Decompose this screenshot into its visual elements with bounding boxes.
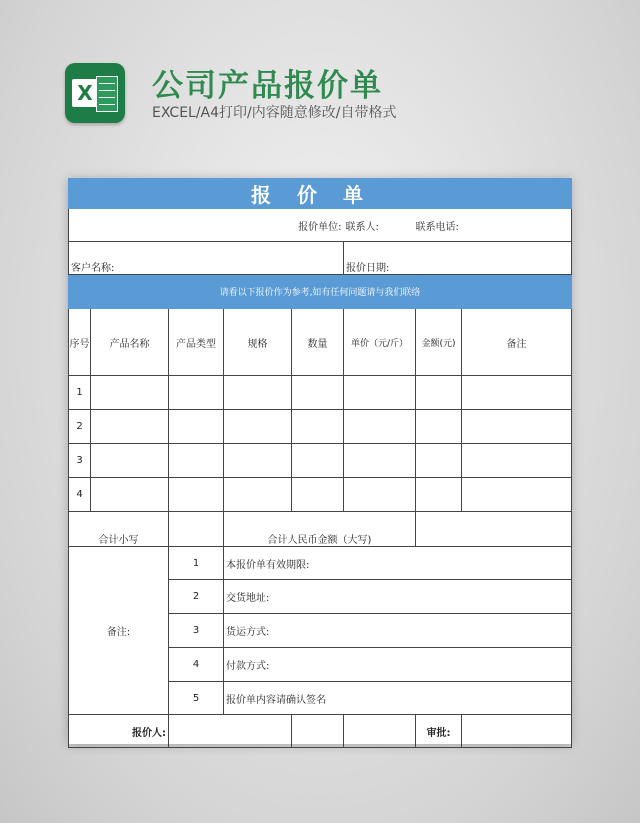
cell[interactable] [169, 410, 224, 444]
col-header-product-name: 产品名称 [91, 309, 169, 376]
remark-text: 货运方式: [224, 614, 572, 648]
col-header-unit-price: 单价（元/斤） [344, 309, 416, 376]
cell[interactable] [292, 410, 344, 444]
remark-number: 4 [169, 648, 224, 682]
cell[interactable] [416, 410, 462, 444]
remark-text: 付款方式: [224, 648, 572, 682]
col-header-spec: 规格 [224, 309, 292, 376]
approve-label: 审批: [416, 715, 462, 748]
cell[interactable] [344, 410, 416, 444]
remark-text: 报价单内容请确认签名 [224, 682, 572, 715]
row-number: 4 [69, 478, 91, 512]
phone-label: 联系电话: [416, 209, 572, 242]
quoter-label: 报价人: [69, 715, 169, 748]
total-rmb-label: 合计人民币金额（大写) [224, 512, 416, 547]
notice-banner: 请看以下报价作为参考,如有任何问题请与我们联络 [69, 275, 572, 309]
cell[interactable] [169, 444, 224, 478]
cell[interactable] [292, 444, 344, 478]
quote-sheet [68, 178, 571, 744]
cell[interactable] [462, 376, 572, 410]
quote-date-label: 报价日期: [344, 242, 572, 275]
cell[interactable] [292, 376, 344, 410]
remark-number: 5 [169, 682, 224, 715]
cell[interactable] [292, 715, 344, 748]
table-row [69, 410, 572, 444]
remark-number: 3 [169, 614, 224, 648]
remark-text: 本报价单有效期限: [224, 547, 572, 580]
row-number: 1 [69, 376, 91, 410]
cell[interactable] [344, 715, 416, 748]
cell[interactable] [224, 410, 292, 444]
total-rmb-value-cell[interactable] [416, 512, 572, 547]
table-row [69, 444, 572, 478]
sheet-title: 报价单 [69, 179, 572, 209]
col-header-quantity: 数量 [292, 309, 344, 376]
cell[interactable] [224, 376, 292, 410]
cell[interactable] [344, 478, 416, 512]
subtotal-label: 合计小写 [69, 512, 169, 547]
customer-name-label: 客户名称: [69, 242, 344, 275]
cell[interactable] [224, 444, 292, 478]
cell[interactable] [91, 444, 169, 478]
remark-number: 1 [169, 547, 224, 580]
cell[interactable] [416, 478, 462, 512]
quote-table [68, 178, 572, 748]
excel-sheet-icon [96, 76, 118, 112]
page-subtitle: EXCEL/A4打印/内容随意修改/自带格式 [152, 105, 397, 121]
col-header-remark: 备注 [462, 309, 572, 376]
excel-logo-icon [65, 63, 125, 123]
table-row [69, 478, 572, 512]
cell[interactable] [344, 376, 416, 410]
cell[interactable] [91, 478, 169, 512]
remark-text: 交货地址: [224, 580, 572, 614]
cell[interactable] [292, 478, 344, 512]
cell[interactable] [462, 444, 572, 478]
cell[interactable] [462, 478, 572, 512]
row-number: 2 [69, 410, 91, 444]
cell[interactable] [416, 376, 462, 410]
contact-label: 联系人: [344, 209, 416, 242]
cell[interactable] [224, 478, 292, 512]
row-number: 3 [69, 444, 91, 478]
remark-number: 2 [169, 580, 224, 614]
table-row [69, 376, 572, 410]
quote-unit-label: 报价单位: [224, 209, 344, 242]
cell[interactable] [344, 444, 416, 478]
excel-x-letter: X [72, 79, 98, 107]
subtotal-value-cell[interactable] [169, 512, 224, 547]
quoter-signature-cell[interactable] [169, 715, 292, 748]
approve-signature-cell[interactable] [462, 715, 572, 748]
col-header-product-type: 产品类型 [169, 309, 224, 376]
cell[interactable] [169, 376, 224, 410]
cell[interactable] [91, 410, 169, 444]
remarks-label: 备注: [69, 547, 169, 715]
cell[interactable] [91, 376, 169, 410]
cell[interactable] [416, 444, 462, 478]
col-header-no: 序号 [69, 309, 91, 376]
page-title: 公司产品报价单 [152, 68, 383, 104]
cell[interactable] [462, 410, 572, 444]
cell[interactable] [169, 478, 224, 512]
col-header-amount: 金额(元) [416, 309, 462, 376]
